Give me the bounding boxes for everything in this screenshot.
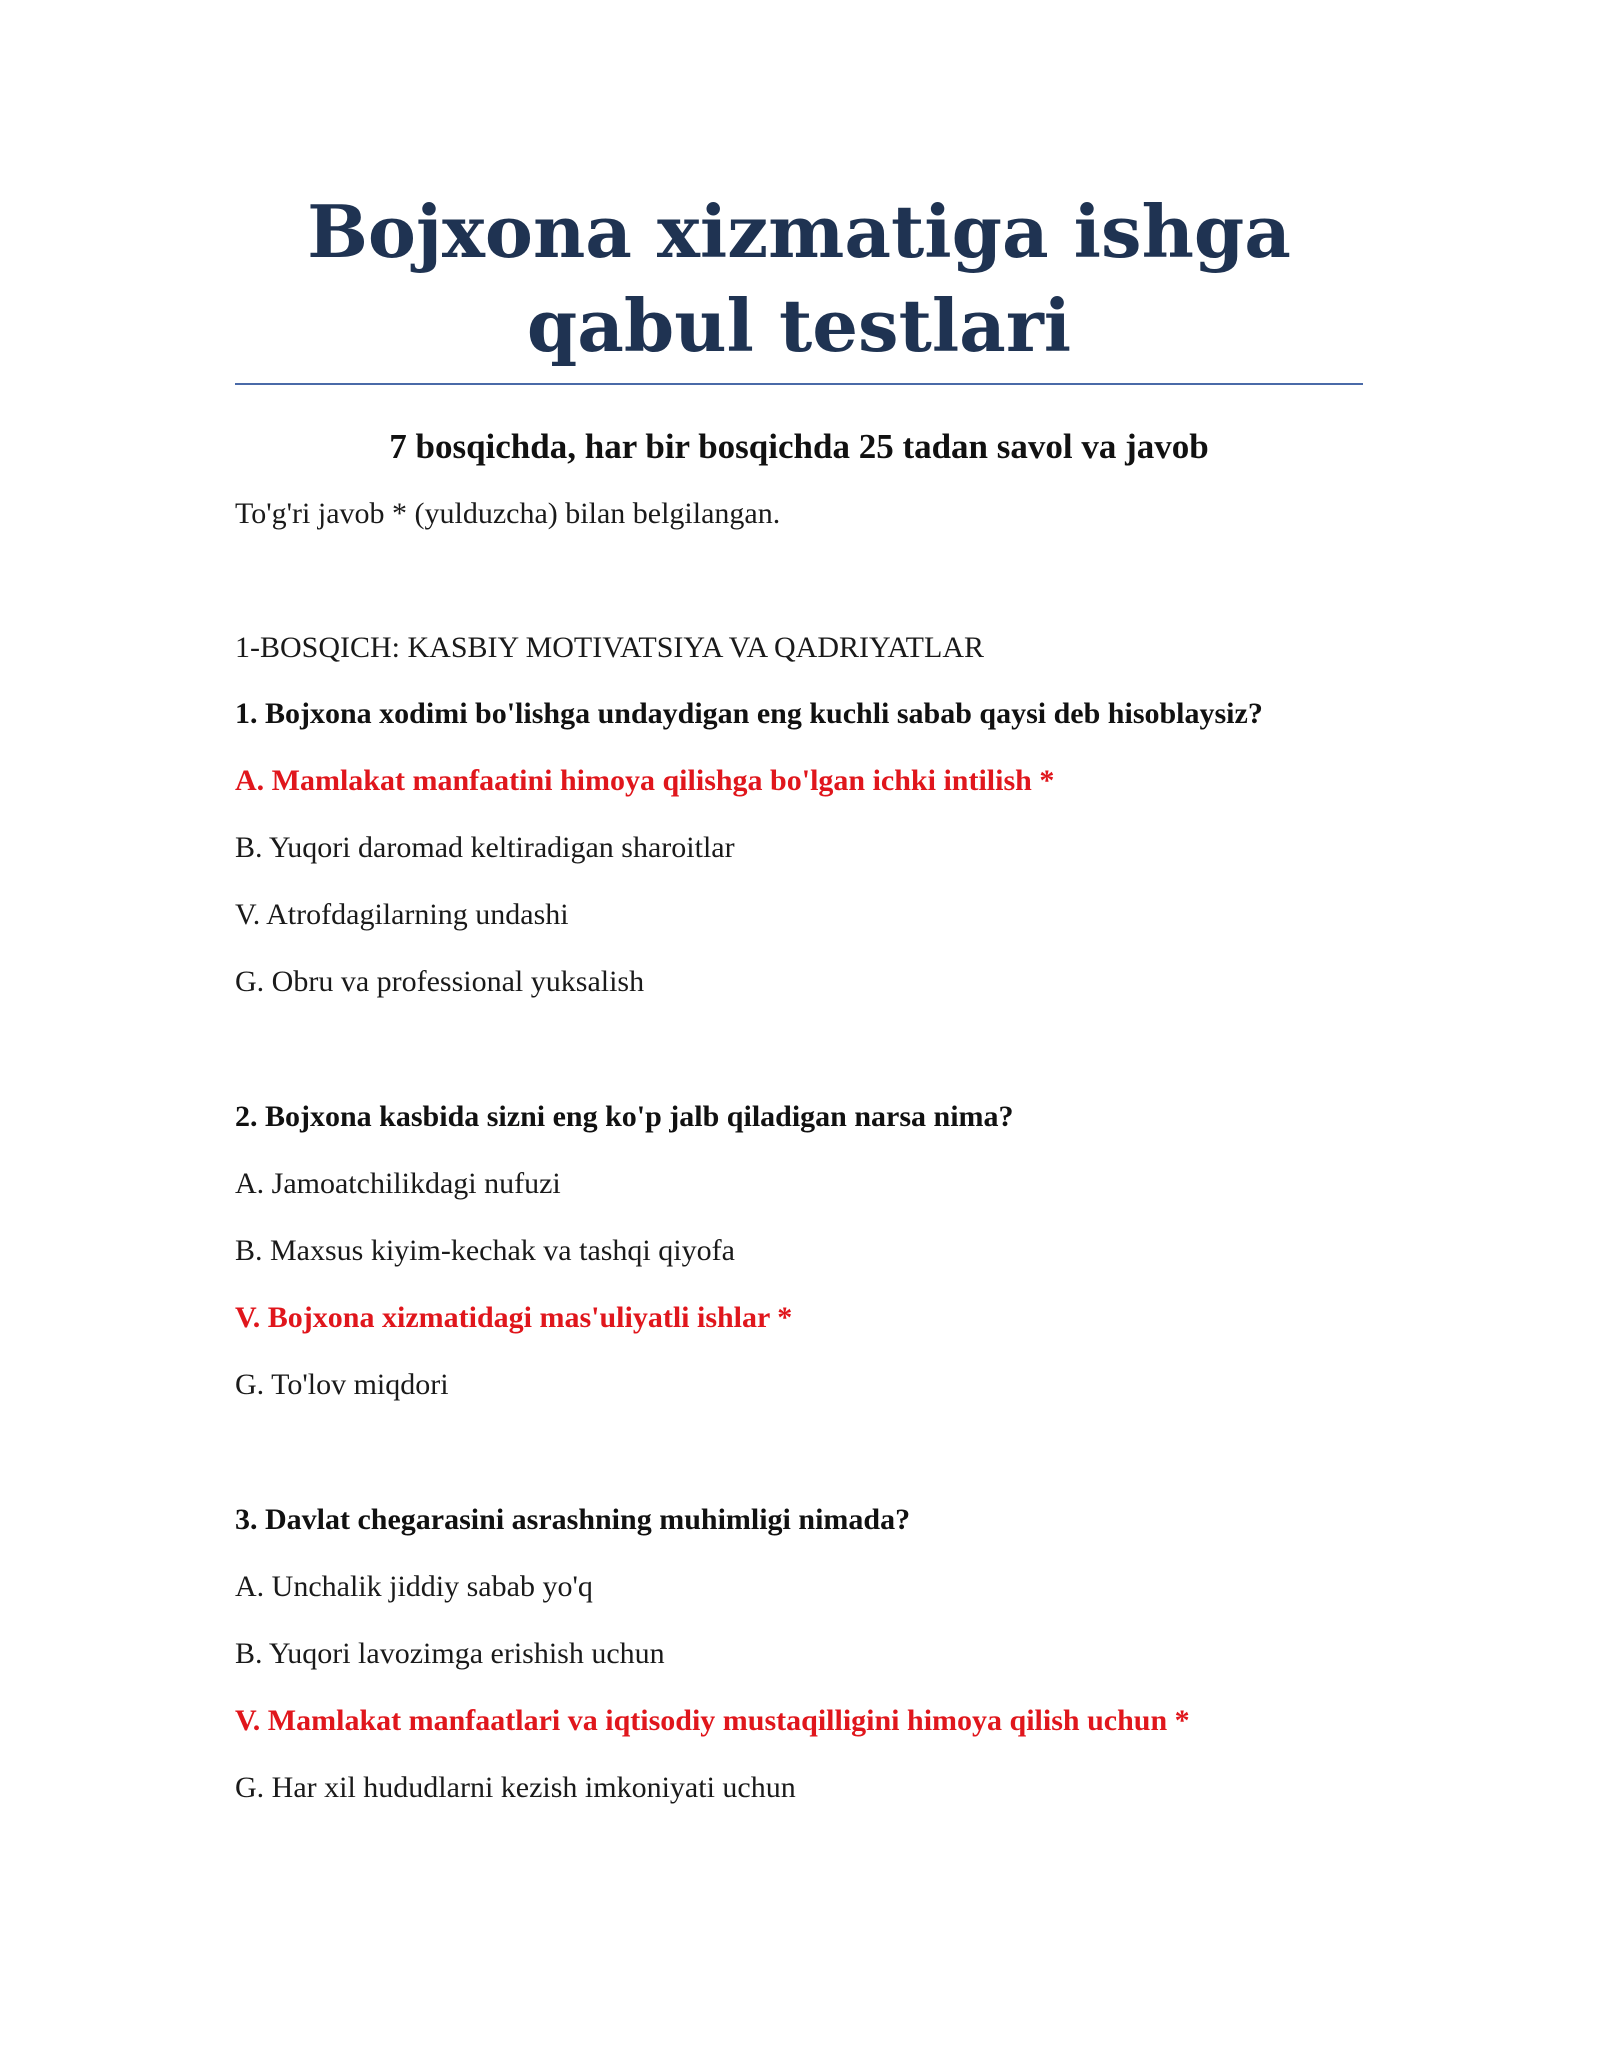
question-text: 1. Bojxona xodimi bo'lishga undaydigan eng kuchli sabab qaysi deb hisoblaysiz? (235, 697, 1263, 730)
answer-key-note: To'g'ri javob * (yulduzcha) bilan belgilangan. (235, 497, 781, 530)
question-text: 2. Bojxona kasbida sizni eng ko'p jalb qiladigan narsa nima? (235, 1100, 1014, 1133)
answer-option: A. Jamoatchilikdagi nufuzi (235, 1167, 561, 1200)
answer-option: B. Maxsus kiyim-kechak va tashqi qiyofa (235, 1234, 735, 1267)
question-block-3 (235, 1501, 1363, 1807)
answer-option: G. Obru va professional yuksalish (235, 965, 645, 998)
document-subtitle: 7 bosqichda, har bir bosqichda 25 tadan savol va javob (389, 427, 1209, 466)
answer-option: V. Atrofdagilarning undashi (235, 898, 569, 931)
answer-option-correct: V. Bojxona xizmatidagi mas'uliyatli ishlar * (235, 1301, 793, 1334)
answer-option-correct: V. Mamlakat manfaatlari va iqtisodiy mustaqilligini himoya qilish uchun * (235, 1704, 1190, 1737)
title-divider (235, 383, 1363, 385)
question-block-2 (235, 1098, 1363, 1404)
answer-option: A. Unchalik jiddiy sabab yo'q (235, 1570, 593, 1603)
answer-option-correct: A. Mamlakat manfaatini himoya qilishga bo'lgan ichki intilish * (235, 764, 1055, 797)
answer-option: G. Har xil hududlarni kezish imkoniyati uchun (235, 1771, 796, 1804)
document-page (235, 185, 1363, 1807)
document-title: Bojxona xizmatiga ishga qabul testlari (307, 189, 1291, 368)
answer-option: B. Yuqori daromad keltiradigan sharoitlar (235, 831, 735, 864)
question-text: 3. Davlat chegarasini asrashning muhimligi nimada? (235, 1503, 911, 1536)
question-block-1 (235, 695, 1363, 1001)
section-heading: 1-BOSQICH: KASBIY MOTIVATSIYA VA QADRIYATLAR (235, 631, 984, 664)
answer-option: B. Yuqori lavozimga erishish uchun (235, 1637, 665, 1670)
answer-option: G. To'lov miqdori (235, 1368, 449, 1401)
